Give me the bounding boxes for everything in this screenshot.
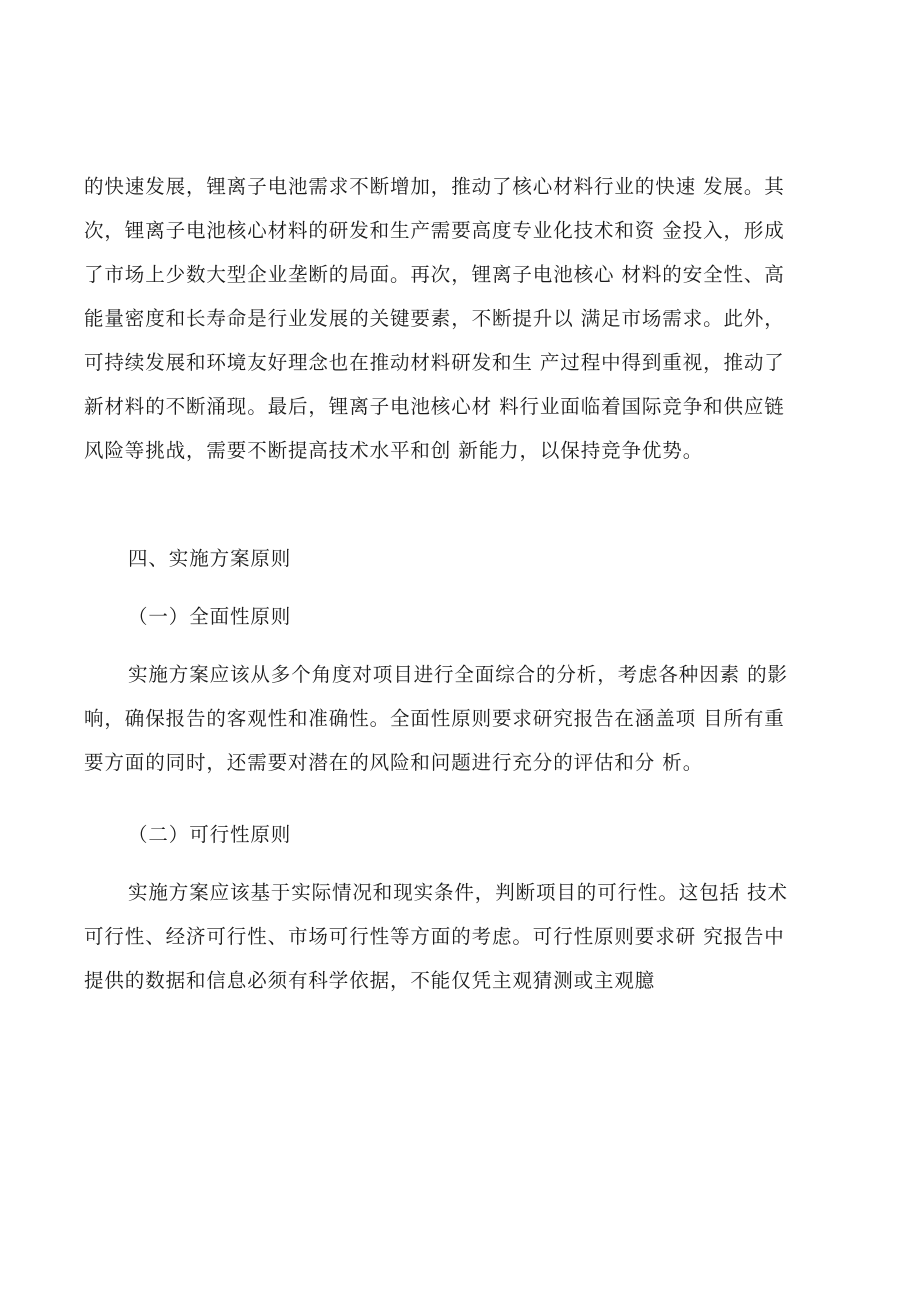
paragraph-line: 能量密度和长寿命是行业发展的关键要素，不断提升以 满足市场需求。此外， (84, 307, 785, 330)
paragraph-line: 响，确保报告的客观性和准确性。全面性原则要求研究报告在涵盖项 目所有重 (84, 707, 785, 730)
paragraph-line: 实施方案应该基于实际情况和现实条件，判断项目的可行性。这包括 技术 (128, 881, 788, 904)
paragraph-line: 了市场上少数大型企业垄断的局面。再次，锂离子电池核心 材料的安全性、高 (84, 263, 785, 286)
paragraph-line: 可行性、经济可行性、市场可行性等方面的考虑。可行性原则要求研 究报告中 (84, 925, 785, 948)
paragraph-line: 要方面的同时，还需要对潜在的风险和问题进行充分的评估和分 析。 (84, 751, 704, 774)
subsection-heading-comprehensive: （一）全面性原则 (128, 605, 292, 628)
paragraph-line: 新材料的不断涌现。最后，锂离子电池核心材 料行业面临着国际竞争和供应链 (84, 395, 785, 418)
paragraph-line: 的快速发展，锂离子电池需求不断增加，推动了核心材料行业的快速 发展。其 (84, 175, 785, 198)
paragraph-line: 提供的数据和信息必须有科学依据，不能仅凭主观猜测或主观臆 (84, 969, 656, 992)
paragraph-line: 可持续发展和环境友好理念也在推动材料研发和生 产过程中得到重视，推动了 (84, 351, 785, 374)
paragraph-line: 实施方案应该从多个角度对项目进行全面综合的分析，考虑各种因素 的影 (128, 663, 788, 686)
subsection-heading-feasibility: （二）可行性原则 (128, 823, 292, 846)
paragraph-line: 风险等挑战，需要不断提高技术水平和创 新能力，以保持竞争优势。 (84, 439, 704, 462)
section-heading: 四、实施方案原则 (128, 547, 292, 570)
paragraph-line: 次，锂离子电池核心材料的研发和生产需要高度专业化技术和资 金投入，形成 (84, 219, 785, 242)
